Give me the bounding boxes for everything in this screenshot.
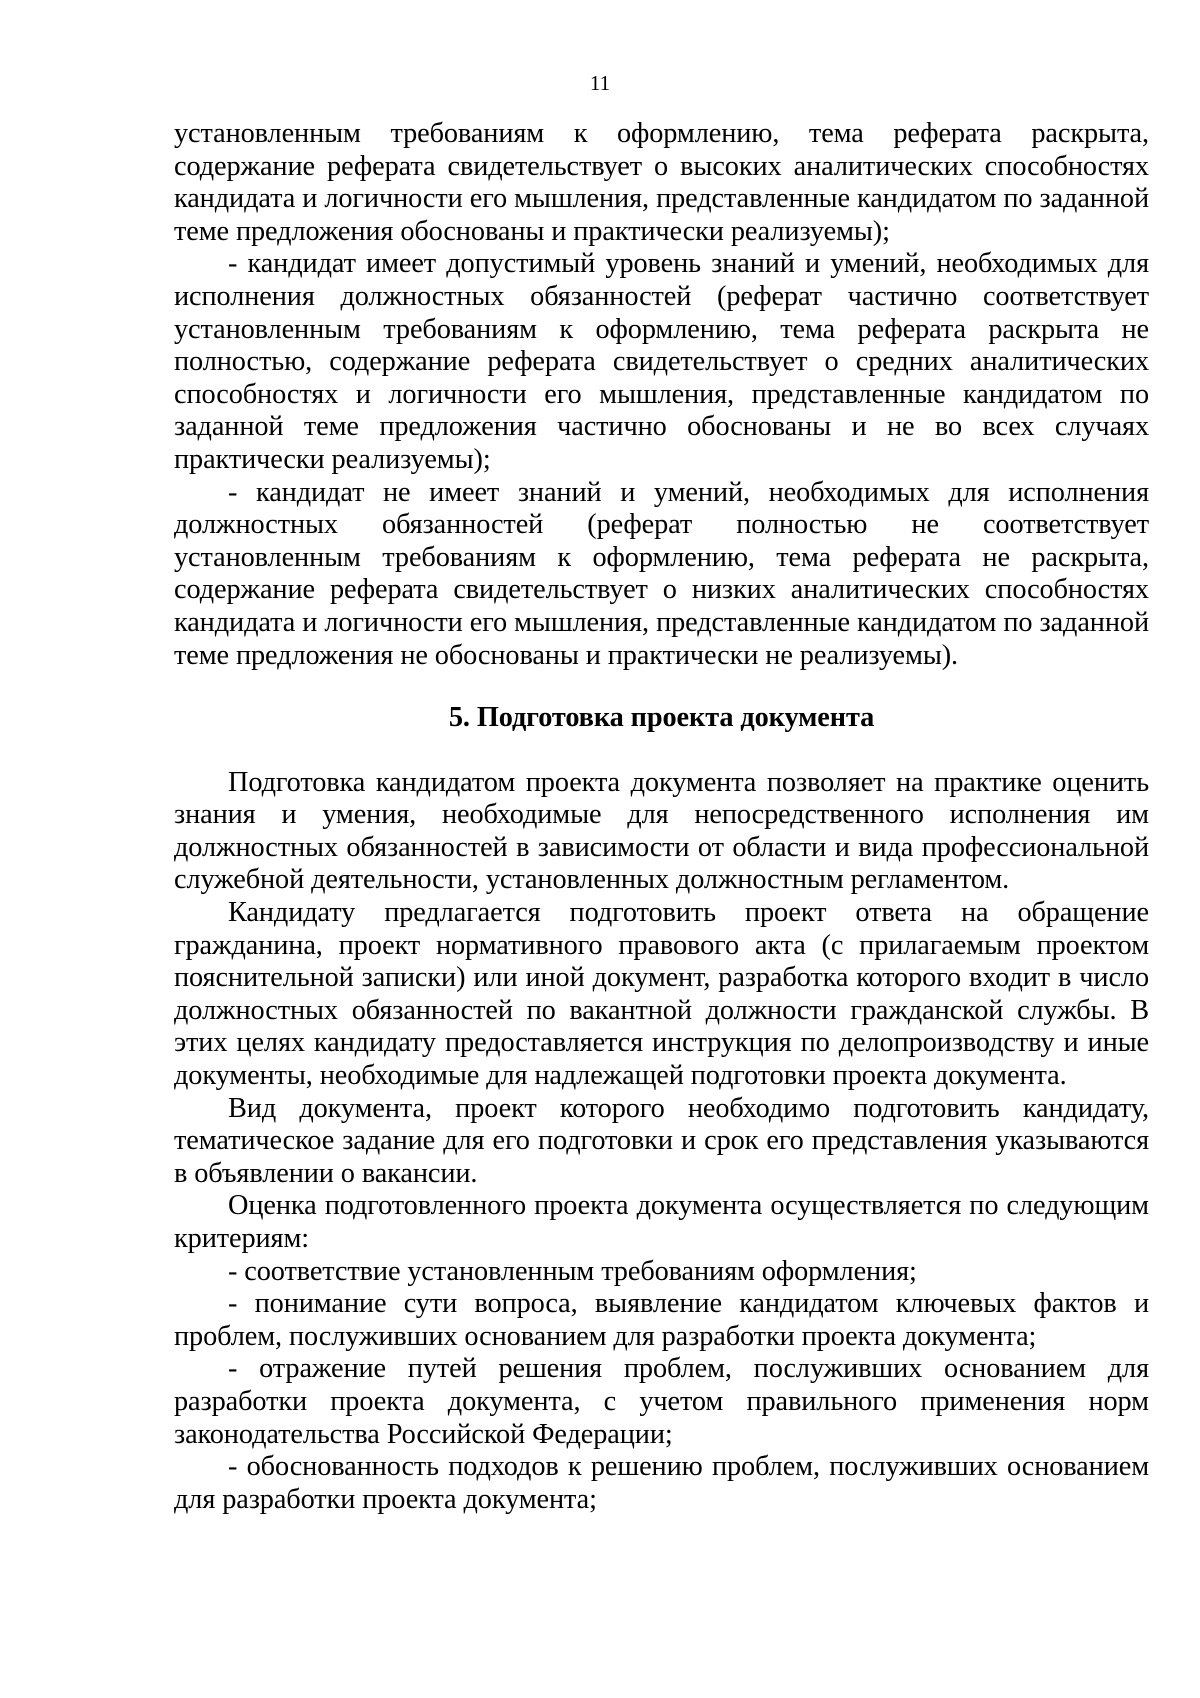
paragraph: - кандидат не имеет знаний и умений, необходимых для исполнения должностных обязанностей (реферат полностью не соответствует установленным требованиям к оформлению, тема реферата не раскрыта, содержание реферата свидетельствует о низких аналитических способностях кандидата и логичности его мышления, представленные кандидатом по заданной теме предложения не обоснованы и практически не реализуемы).	[174, 476, 1149, 671]
page-number: 11	[589, 71, 611, 95]
list-item: - соответствие установленным требованиям оформления;	[228, 1255, 917, 1287]
paragraph: Кандидату предлагается подготовить проект ответа на обращение гражданина, проект нормативного правового акта (с прилагаемым проектом пояснительной записки) или иной документ, разработка которого входит в число должностных обязанностей по вакантной должности гражданской службы. В этих целях кандидату предоставляется инструкция по делопроизводству и иные документы, необходимые для надлежащей подготовки проекта документа.	[174, 897, 1149, 1092]
list-item: - отражение путей решения проблем, послуживших основанием для разработки проекта документа, с учетом правильного применения норм законодательства Российской Федерации;	[174, 1353, 1149, 1450]
paragraph: Вид документа, проект которого необходимо подготовить кандидату, тематическое задание для его подготовки и срок его представления указываются в объявлении о вакансии.	[174, 1092, 1149, 1189]
paragraph: Подготовка кандидатом проекта документа позволяет на практике оценить знания и умения, необходимые для непосредственного исполнения им должностных обязанностей в зависимости от области и вида профессиональной служебной деятельности, установленных должностным регламентом.	[174, 766, 1149, 896]
section-heading: 5. Подготовка проекта документа	[448, 702, 875, 734]
paragraph: Оценка подготовленного проекта документа осуществляется по следующим критериям:	[174, 1190, 1149, 1254]
list-item: - понимание сути вопроса, выявление кандидатом ключевых фактов и проблем, послуживших основанием для разработки проекта документа;	[174, 1288, 1149, 1352]
paragraph: установленным требованиям к оформлению, тема реферата раскрыта, содержание реферата свидетельствует о высоких аналитических способностях кандидата и логичности его мышления, представленные кандидатом по заданной теме предложения обоснованы и практически реализуемы);	[174, 118, 1149, 247]
document-body	[174, 118, 1149, 1516]
paragraph: - кандидат имеет допустимый уровень знаний и умений, необходимых для исполнения должностных обязанностей (реферат частично соответствует установленным требованиям к оформлению, тема реферата раскрыта не полностью, содержание реферата свидетельствует о средних аналитических способностях и логичности его мышления, представленные кандидатом по заданной теме предложения частично обоснованы и не во всех случаях практически реализуемы);	[174, 248, 1149, 475]
list-item: - обоснованность подходов к решению проблем, послуживших основанием для разработки проекта документа;	[174, 1451, 1149, 1515]
